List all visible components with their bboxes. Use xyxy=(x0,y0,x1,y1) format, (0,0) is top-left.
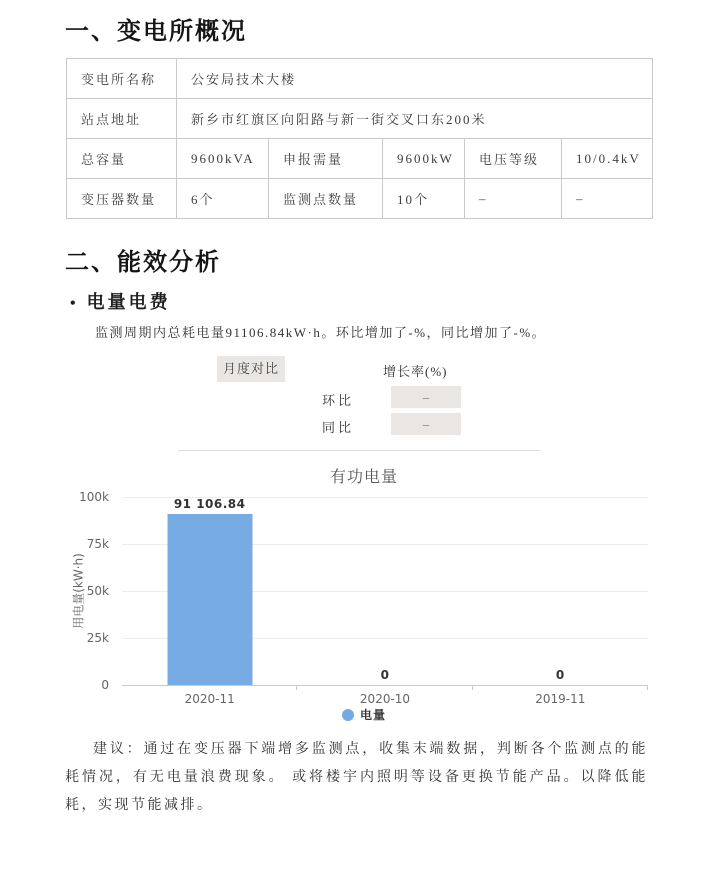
bullet-icon: • xyxy=(70,295,79,312)
chart-title: 有功电量 xyxy=(329,467,398,486)
cell-voltage-level-value: 10/0.4kV xyxy=(562,139,653,179)
cell-site-address-label: 站点地址 xyxy=(67,99,177,139)
cell-monitor-point-count-value: 10个 xyxy=(383,179,465,219)
cell-total-capacity-label: 总容量 xyxy=(67,139,177,179)
consumption-summary-text: 监测周期内总耗电量91106.84kW·h。环比增加了-%，同比增加了-%。 xyxy=(95,325,547,340)
mom-value-box: – xyxy=(391,386,461,408)
y-tick-label: 100k xyxy=(79,490,109,504)
x-tick-label: 2020-10 xyxy=(359,692,411,706)
cell-declared-demand-value: 9600kW xyxy=(383,139,465,179)
y-tick-label: 0 xyxy=(101,678,109,692)
cell-declared-demand-label: 申报需量 xyxy=(269,139,383,179)
growth-rate-header: 增长率(%) xyxy=(383,364,448,379)
bullet-item-energy-fees xyxy=(70,288,171,314)
monthly-comparison-tab[interactable]: 月度对比 xyxy=(217,356,285,382)
table-row xyxy=(67,59,653,99)
x-axis-tick xyxy=(296,685,297,690)
legend-label: 电量 xyxy=(359,708,386,722)
cell-monitor-point-count-label: 监测点数量 xyxy=(269,179,383,219)
legend-dot-icon xyxy=(342,709,354,721)
overview-table xyxy=(66,58,653,219)
section2-heading: 二、能效分析 xyxy=(65,250,221,276)
bar-value-label: 0 xyxy=(380,668,390,682)
cell-substation-name-value: 公安局技术大楼 xyxy=(177,59,653,99)
active-energy-bar-chart xyxy=(65,455,665,740)
yoy-value-box: – xyxy=(391,413,461,435)
mom-label: 环比 xyxy=(322,393,355,408)
bullet-item-label: 电量电费 xyxy=(86,292,171,312)
cell-transformer-count-label: 变压器数量 xyxy=(67,179,177,219)
section1-heading: 一、变电所概况 xyxy=(65,19,247,45)
section-divider xyxy=(178,450,540,451)
bar-value-label: 0 xyxy=(555,668,565,682)
x-axis-tick xyxy=(472,685,473,690)
cell-empty-dash: – xyxy=(465,179,562,219)
bar[interactable] xyxy=(167,514,252,685)
y-axis-title: 用电量(kW·h) xyxy=(71,553,86,629)
y-tick-label: 50k xyxy=(86,584,109,598)
cell-site-address-value: 新乡市红旗区向阳路与新一街交叉口东200米 xyxy=(177,99,653,139)
bar-value-label: 91 106.84 xyxy=(173,496,246,511)
yoy-label: 同比 xyxy=(322,420,355,435)
cell-voltage-level-label: 电压等级 xyxy=(465,139,562,179)
y-tick-label: 25k xyxy=(86,631,109,645)
y-tick-label: 75k xyxy=(86,537,109,551)
table-row xyxy=(67,179,653,219)
category-segment xyxy=(297,497,472,706)
x-tick-label: 2019-11 xyxy=(535,692,586,706)
x-axis-tick xyxy=(647,685,648,690)
cell-total-capacity-value: 9600kVA xyxy=(177,139,269,179)
category-segment xyxy=(473,497,648,706)
chart-legend[interactable] xyxy=(101,706,627,723)
table-row xyxy=(67,139,653,179)
category-segment xyxy=(122,496,297,706)
cell-substation-name-label: 变电所名称 xyxy=(67,59,177,99)
x-tick-label: 2020-11 xyxy=(184,692,235,706)
suggestion-text: 建议：通过在变压器下端增多监测点，收集末端数据，判断各个监测点的能耗情况，有无电量浪费现象。 或将楼宇内照明等设备更换节能产品。以降低能耗，实现节能减排。 xyxy=(65,742,648,813)
cell-transformer-count-value: 6个 xyxy=(177,179,269,219)
plot-area xyxy=(79,490,648,706)
table-row xyxy=(67,99,653,139)
cell-empty-dash: – xyxy=(562,179,653,219)
